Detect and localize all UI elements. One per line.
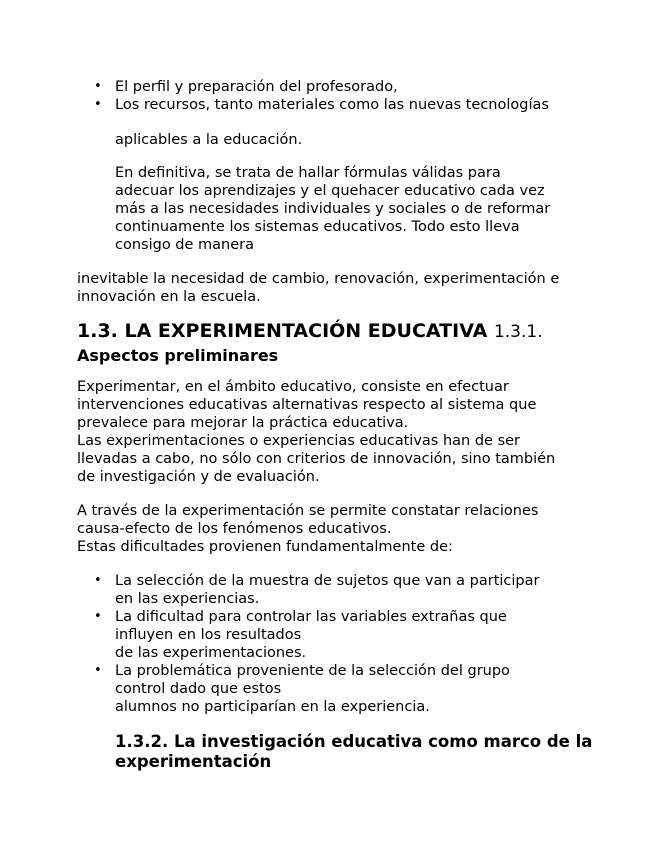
list-item (77, 662, 637, 716)
list-item-text: Los recursos, tanto materiales como las nuevas tecnologías (115, 97, 549, 113)
paragraph-inevitable (77, 270, 647, 306)
section-heading-1-3 (77, 320, 647, 367)
list-item (77, 608, 637, 662)
text-line: prevalece para mejorar la práctica educativa. (77, 415, 409, 431)
list-item-text: de las experimentaciones. (115, 645, 307, 661)
text-line: inevitable la necesidad de cambio, renovación, experimentación e (77, 271, 560, 287)
list-item-text: control dado que estos (115, 681, 282, 697)
list-item (77, 96, 637, 114)
text-line: adecuar los aprendizajes y el quehacer educativo cada vez (115, 183, 545, 199)
text-line: intervenciones educativas alternativas respecto al sistema que (77, 397, 537, 413)
text-line: de investigación y de evaluación. (77, 469, 320, 485)
subheading-number: 1.3.1. (493, 322, 543, 342)
section-heading-1-3-2 (115, 732, 635, 772)
text-line: llevadas a cabo, no sólo con criterios de innovación, sino también (77, 451, 556, 467)
bullet-list-difficulties (77, 572, 637, 716)
list-item-text: • La problemática proveniente de la selección del grupo (115, 663, 510, 679)
list-item-text: • La dificultad para controlar las variables extrañas que (115, 609, 507, 625)
list-item-text: influyen en los resultados (115, 627, 302, 643)
heading-main: 1.3. LA EXPERIMENTACIÓN EDUCATIVA (77, 320, 488, 342)
paragraph-aplicables: aplicables a la educación. (115, 132, 303, 148)
text-line: Las experimentaciones o experiencias educativas han de ser (77, 433, 521, 449)
text-line: continuamente los sistemas educativos. Todo esto lleva (115, 219, 520, 235)
list-item (77, 78, 637, 96)
heading-line: 1.3.2. La investigación educativa como marco de la (115, 732, 593, 751)
text-line: Estas dificultades provienen fundamentalmente de: (77, 539, 453, 555)
list-item (77, 572, 637, 608)
text-line: consigo de manera (115, 237, 255, 253)
text-line: causa-efecto de los fenómenos educativos. (77, 521, 392, 537)
list-item-text: en las experiencias. (115, 591, 260, 607)
bullet-list-resources (77, 78, 637, 114)
list-item-text: El perfil y preparación del profesorado, (115, 79, 398, 95)
text-line: más a las necesidades individuales y sociales o de reformar (115, 201, 551, 217)
text-line: innovación en la escuela. (77, 289, 261, 305)
paragraph-definitiva (115, 164, 635, 254)
subheading-title: Aspectos preliminares (77, 346, 279, 365)
list-item-text: alumnos no participarían en la experiencia. (115, 699, 430, 715)
paragraph-experimentar (77, 378, 647, 486)
text-line: A través de la experimentación se permite constatar relaciones (77, 503, 539, 519)
text-line: Experimentar, en el ámbito educativo, consiste en efectuar (77, 379, 509, 395)
text-line: En definitiva, se trata de hallar fórmulas válidas para (115, 165, 501, 181)
list-item-text: • La selección de la muestra de sujetos que van a participar (115, 573, 540, 589)
paragraph-a-traves (77, 502, 647, 556)
heading-line: experimentación (115, 752, 272, 771)
